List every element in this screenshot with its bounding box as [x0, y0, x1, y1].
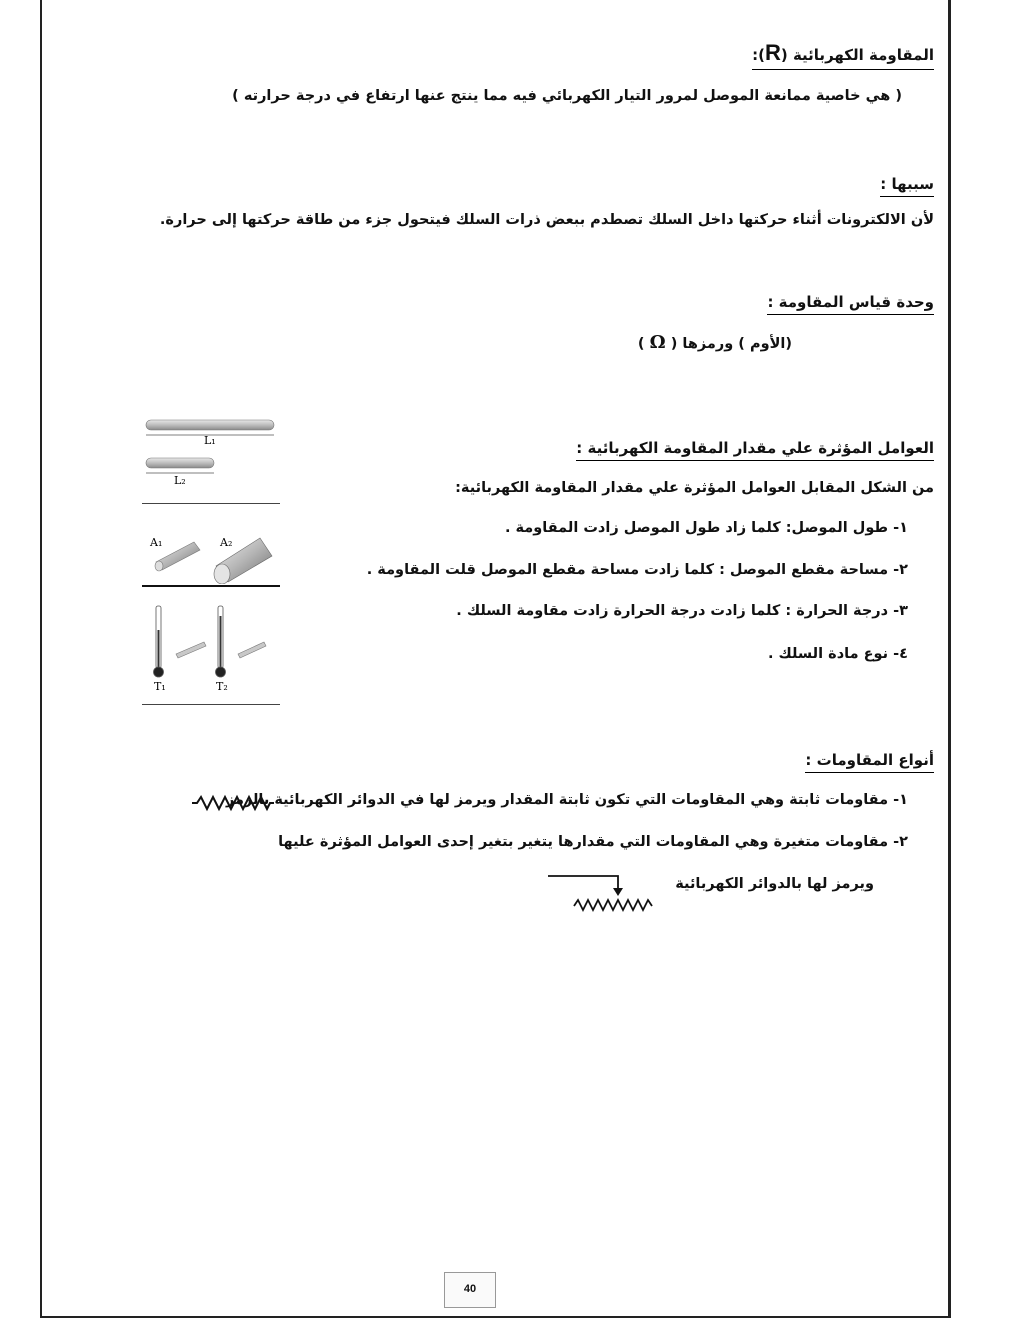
label-a2: A₂ [220, 536, 233, 549]
variable-resistor-symbol [546, 872, 658, 914]
wire-cool [176, 642, 206, 658]
figure-divider [142, 585, 280, 587]
figure-divider [142, 704, 280, 705]
resistance-heading-close: ): [752, 46, 765, 64]
types-item-1: ١- مقاومات ثابتة وهي المقاومات التي تكون ثابتة المقدار ويرمز لها في الدوائر الكهربائية بالرمز [225, 792, 908, 808]
unit-text [638, 332, 792, 353]
label-t1: T₁ [154, 680, 166, 693]
wire-hot [238, 642, 266, 658]
cause-text: لأن الالكترونات أثناء حركتها داخل السلك تصطدم ببعض ذرات السلك فيتحول جزء من طاقة حركتها إلى حرارة. [159, 212, 934, 228]
factor-item-1: ١- طول الموصل: كلما زاد طول الموصل زادت المقاومة . [504, 520, 908, 536]
factor-item-4: ٤- نوع مادة السلك . [767, 646, 908, 662]
factors-intro: من الشكل المقابل العوامل المؤثرة علي مقدار المقاومة الكهربائية: [455, 480, 934, 496]
resistance-heading-text: المقاومة الكهربائية ( [780, 46, 934, 64]
short-rod [146, 458, 214, 468]
resistance-heading [752, 40, 934, 70]
area-figure [142, 526, 282, 584]
types-item-2: ٢- مقاومات متغيرة وهي المقاومات التي مقدارها يتغير بتغير إحدى العوامل المؤثرة عليها [278, 834, 908, 850]
factor-item-2: ٢- مساحة مقطع الموصل : كلما زادت مساحة مقطع الموصل قلت المقاومة . [366, 562, 908, 578]
resistance-symbol: R [764, 40, 781, 65]
unit-heading-wrap [767, 292, 934, 315]
fixed-resistor-symbol [190, 794, 276, 812]
figure-divider [142, 503, 280, 504]
label-t2: T₂ [216, 680, 228, 693]
temperature-figure [142, 602, 282, 704]
resistance-definition: ( هي خاصية ممانعة الموصل لمرور التيار الكهربائي فيه مما ينتج عنها ارتفاع في درجة حرارته ) [232, 88, 902, 104]
label-a1: A₁ [150, 536, 163, 549]
factor-item-3: ٣- درجة الحرارة : كلما زادت درجة الحرارة زادت مقاومة السلك . [456, 603, 908, 619]
ohm-symbol: Ω [649, 332, 666, 353]
factors-heading-wrap [576, 438, 934, 461]
unit-heading: وحدة قياس المقاومة : [767, 293, 934, 315]
types-heading: أنواع المقاومات : [805, 751, 934, 773]
types-heading-wrap [805, 750, 934, 773]
unit-name: (الأوم ) ورمزها ( [670, 336, 792, 352]
factors-heading: العوامل المؤثرة علي مقدار المقاومة الكهربائية : [576, 439, 934, 461]
unit-close: ) [637, 336, 645, 352]
label-l1: L₁ [204, 434, 216, 447]
page-number: 40 [444, 1272, 496, 1308]
types-item-2-cont: ويرمز لها بالدوائر الكهربائية [675, 876, 874, 892]
long-rod [146, 420, 274, 430]
cause-heading-wrap [880, 174, 934, 197]
cause-heading: سببها : [880, 175, 934, 197]
length-figure [142, 412, 282, 504]
label-l2: L₂ [174, 474, 186, 487]
